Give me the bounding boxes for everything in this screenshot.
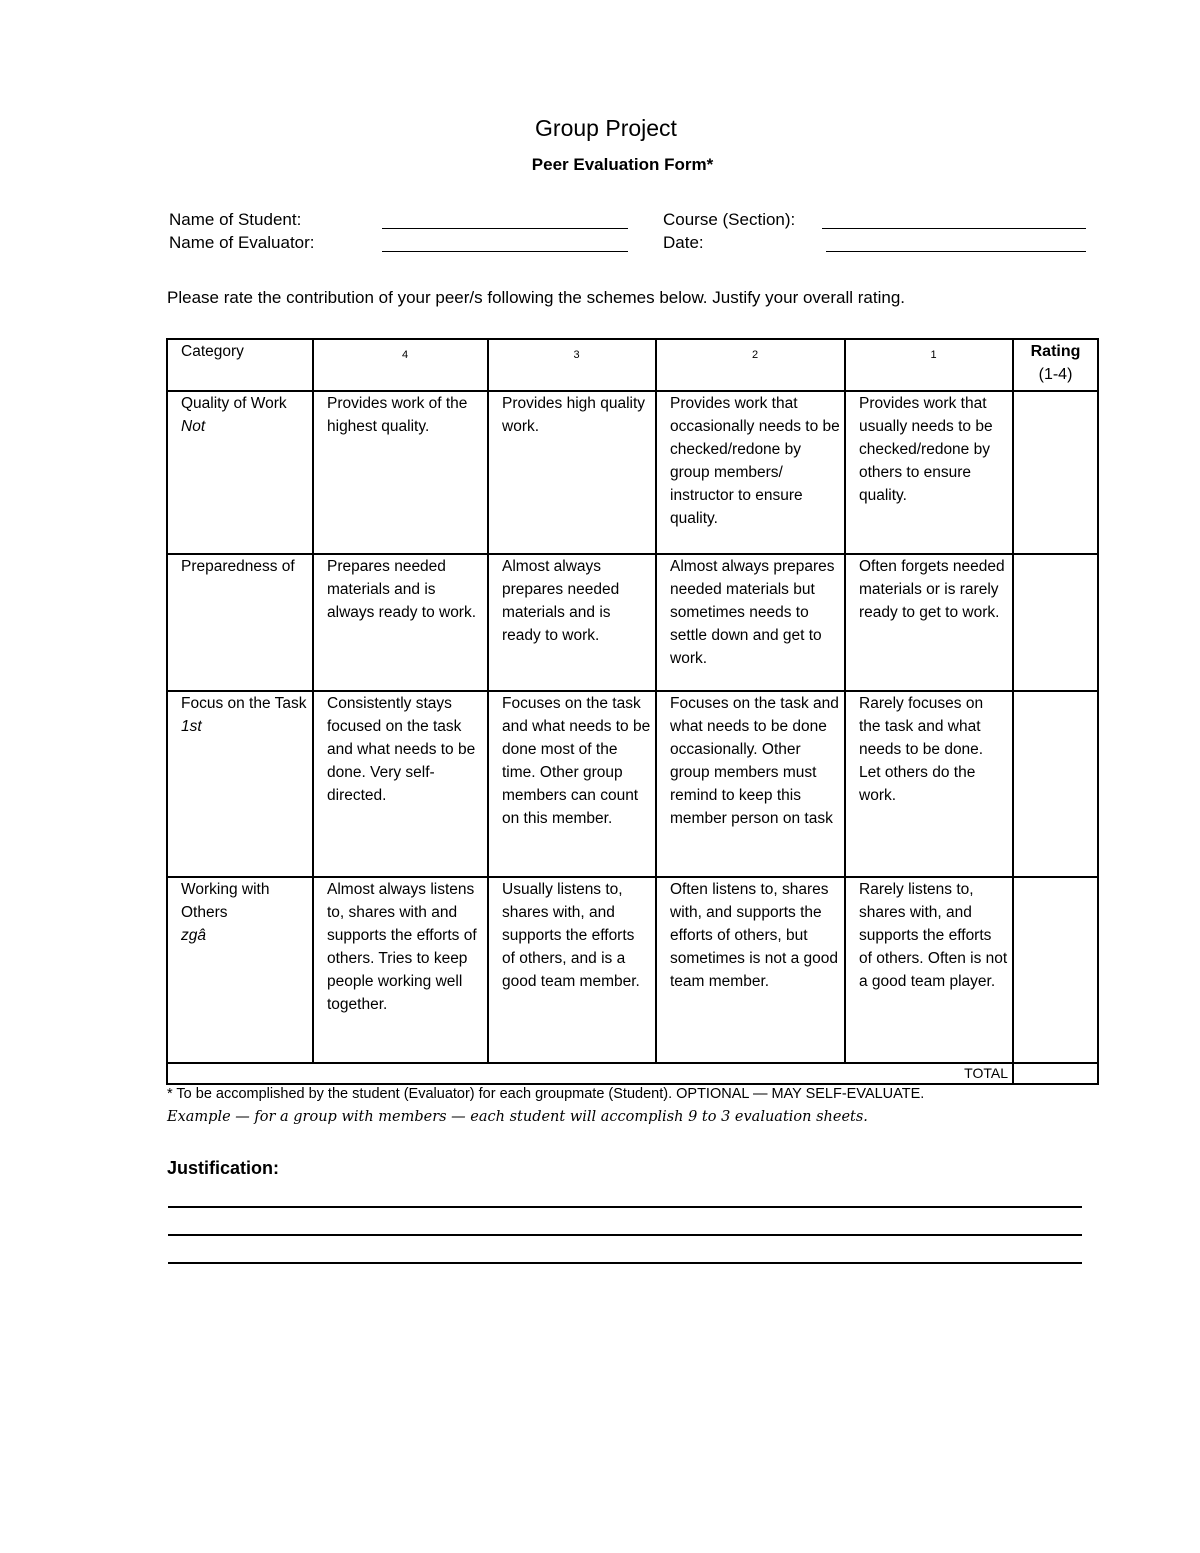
score-2-cell: Often listens to, shares with, and supports the efforts of others, but sometimes is not a good team member. xyxy=(656,877,845,1063)
rating-cell[interactable] xyxy=(1013,391,1098,554)
category-cell xyxy=(167,391,313,554)
score-2-header: 2 xyxy=(656,339,845,391)
rating-cell[interactable] xyxy=(1013,554,1098,691)
justification-line[interactable] xyxy=(168,1234,1082,1236)
course-section-label: Course (Section): xyxy=(663,210,796,229)
category-note: zgâ xyxy=(181,927,206,944)
category-name: Quality of Work xyxy=(181,395,287,412)
category-cell xyxy=(167,877,313,1063)
score-1-cell: Often forgets needed materials or is rarely ready to get to work. xyxy=(845,554,1013,691)
score-4-cell: Prepares needed materials and is always ready to work. xyxy=(313,554,488,691)
category-cell xyxy=(167,691,313,877)
evaluator-name-label: Name of Evaluator: xyxy=(169,233,315,252)
total-cell[interactable] xyxy=(1013,1063,1098,1084)
date-label: Date: xyxy=(663,233,704,252)
example-note: Example — for a group with members — each student will accomplish 9 to 3 evaluation sheets. xyxy=(167,1109,868,1125)
justification-line[interactable] xyxy=(168,1206,1082,1208)
course-section-field[interactable] xyxy=(822,228,1086,229)
evaluator-name-field[interactable] xyxy=(382,251,628,252)
score-3-cell: Provides high quality work. xyxy=(488,391,656,554)
score-1-cell: Rarely focuses on the task and what needs to be done. Let others do the work. xyxy=(845,691,1013,877)
score-4-header: 4 xyxy=(313,339,488,391)
score-3-header: 3 xyxy=(488,339,656,391)
score-4-cell: Consistently stays focused on the task and what needs to be done. Very self-directed. xyxy=(313,691,488,877)
score-1-header: 1 xyxy=(845,339,1013,391)
rubric-header-row xyxy=(167,339,1098,391)
category-cell xyxy=(167,554,313,691)
instructions: Please rate the contribution of your peer/s following the schemes below. Justify your overall rating. xyxy=(167,288,905,307)
rating-range: (1-4) xyxy=(1038,366,1073,383)
score-3-cell: Focuses on the task and what needs to be done most of the time. Other group members can count on this member. xyxy=(488,691,656,877)
table-row xyxy=(167,391,1098,554)
category-note: 1st xyxy=(181,718,202,735)
category-name: Focus on the Task xyxy=(181,695,307,712)
footnote: * To be accomplished by the student (Evaluator) for each groupmate (Student). OPTIONAL — MAY SELF-EVALUATE. xyxy=(167,1086,925,1102)
total-row xyxy=(167,1063,1098,1084)
student-name-label: Name of Student: xyxy=(169,210,302,229)
score-2-cell: Focuses on the task and what needs to be done occasionally. Other group members must remind to keep this member person on task xyxy=(656,691,845,877)
category-name: Working with Others xyxy=(181,881,270,921)
category-note: Not xyxy=(181,418,206,435)
table-row xyxy=(167,554,1098,691)
table-row xyxy=(167,877,1098,1063)
score-4-cell: Provides work of the highest quality. xyxy=(313,391,488,554)
table-row xyxy=(167,691,1098,877)
page-subtitle: Peer Evaluation Form* xyxy=(531,155,714,174)
student-name-field[interactable] xyxy=(382,228,628,229)
justification-line[interactable] xyxy=(168,1262,1082,1264)
score-1-cell: Rarely listens to, shares with, and supports the efforts of others. Often is not a good team player. xyxy=(845,877,1013,1063)
justification-label: Justification: xyxy=(167,1158,280,1178)
score-3-cell: Almost always prepares needed materials and is ready to work. xyxy=(488,554,656,691)
rating-cell[interactable] xyxy=(1013,877,1098,1063)
total-label: TOTAL xyxy=(167,1063,1013,1084)
score-2-cell: Almost always prepares needed materials but sometimes needs to settle down and get to work. xyxy=(656,554,845,691)
page-title: Group Project xyxy=(535,115,677,141)
rating-header-label: Rating xyxy=(1030,343,1081,360)
rubric-table xyxy=(166,338,1099,1085)
rating-cell[interactable] xyxy=(1013,691,1098,877)
score-1-cell: Provides work that usually needs to be checked/redone by others to ensure quality. xyxy=(845,391,1013,554)
score-2-cell: Provides work that occasionally needs to be checked/redone by group members/ instructor to ensure quality. xyxy=(656,391,845,554)
date-field[interactable] xyxy=(826,251,1086,252)
rating-header xyxy=(1013,339,1098,391)
category-header: Category xyxy=(167,339,313,391)
score-3-cell: Usually listens to, shares with, and supports the efforts of others, and is a good team member. xyxy=(488,877,656,1063)
score-4-cell: Almost always listens to, shares with and supports the efforts of others. Tries to keep people working well together. xyxy=(313,877,488,1063)
category-name: Preparedness of xyxy=(181,558,295,575)
